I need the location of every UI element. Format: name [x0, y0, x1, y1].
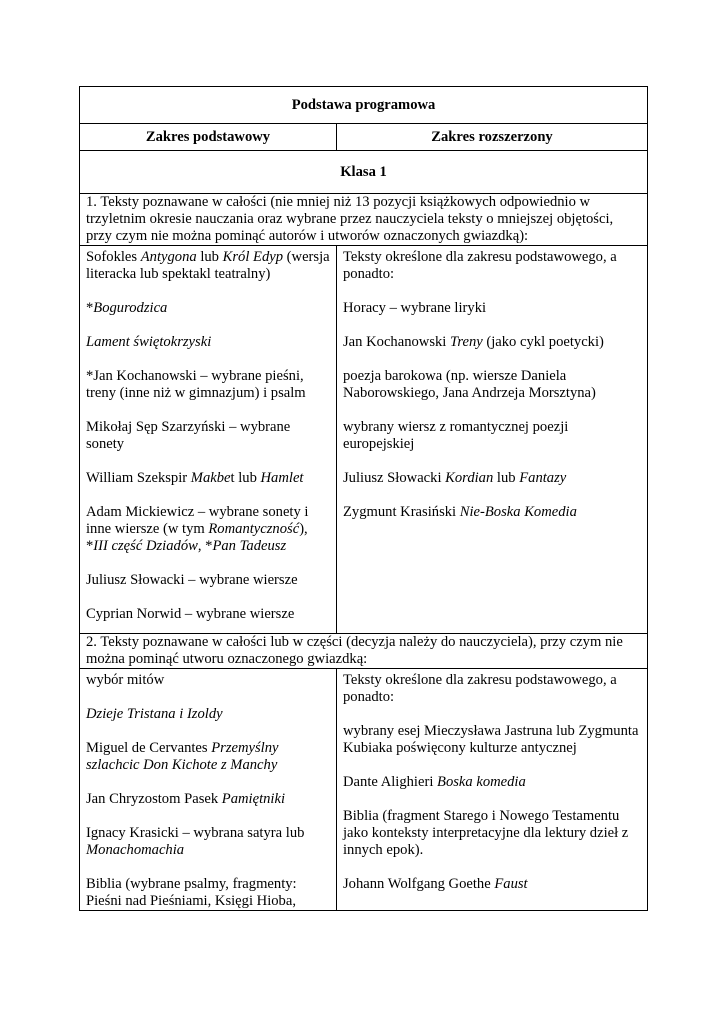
entry-text: lub [493, 470, 520, 486]
title-italic: Dzieje Tristana i Izoldy [86, 706, 223, 722]
list-entry [343, 672, 641, 706]
list-entry [343, 470, 641, 487]
section-1-basic-list [80, 246, 337, 634]
title-italic: Faust [494, 876, 528, 892]
entry-text: t lub [230, 470, 261, 486]
entry-text: Zygmunt Krasiński [343, 504, 460, 520]
entry-text: wybrany esej Mieczysława Jastruna lub Zygmunta Kubiaka poświęcony kulturze antycznej [343, 723, 639, 756]
list-entry [86, 740, 330, 774]
entry-text: Ignacy Krasicki – wybrana satyra lub [86, 825, 305, 841]
entry-text: Miguel de Cervantes [86, 740, 212, 756]
list-entry [343, 249, 641, 283]
entry-text: Teksty określone dla zakresu podstawowego, a ponadto: [343, 249, 617, 282]
entry-text: *Jan Kochanowski – wybrane pieśni, treny (inne niż w gimnazjum) i psalm [86, 368, 306, 401]
entry-text: Adam Mickiewicz – wybrane sonety i inne wiersze (w tym [86, 504, 309, 537]
entry-text: lub [196, 249, 223, 265]
list-entry [86, 504, 330, 555]
entry-text: ), * [86, 521, 308, 554]
entry-text: Teksty określone dla zakresu podstawowego, a ponadto: [343, 672, 617, 705]
entry-text: Jan Chryzostom Pasek [86, 791, 222, 807]
entry-text: , * [197, 538, 213, 554]
entry-text: Jan Kochanowski [343, 334, 451, 350]
title-italic: Hamlet [260, 470, 304, 486]
title-italic: Pamiętniki [221, 791, 286, 807]
title-italic: Treny [450, 334, 483, 350]
title-italic: Antygona [140, 249, 197, 265]
title-italic: Monachomachia [86, 842, 185, 858]
list-entry [343, 419, 641, 453]
list-entry [343, 300, 641, 317]
list-entry [86, 876, 330, 910]
title-italic: Lament świętokrzyski [86, 334, 212, 350]
title-italic: Fantazy [519, 470, 567, 486]
section-2-basic-list [80, 669, 337, 911]
class-heading: Klasa 1 [80, 151, 648, 194]
title-italic: Bogurodzica [93, 300, 168, 316]
section-2-extended-list [337, 669, 648, 911]
entry-text: wybór mitów [86, 672, 165, 688]
title-italic: Pan Tadeusz [212, 538, 287, 554]
title-italic: Boska komedia [437, 774, 526, 790]
title-italic: Romantyczność [208, 521, 300, 537]
curriculum-table [79, 86, 648, 911]
entry-text: Horacy – wybrane liryki [343, 300, 487, 316]
section-1-intro: 1. Teksty poznawane w całości (nie mniej niż 13 pozycji książkowych odpowiednio w trzyletnim okresie nauczania oraz wybrane przez nauczyciela teksty o mniejszej objętości, przy czym nie można pominąć autorów i utworów oznaczonych gwiazdką): [80, 194, 648, 246]
entry-text: Biblia (wybrane psalmy, fragmenty: Pieśni nad Pieśniami, Księgi Hioba, [86, 876, 297, 909]
list-entry [343, 723, 641, 757]
list-entry [86, 572, 330, 589]
title-italic: Makbe [190, 470, 231, 486]
list-entry [343, 774, 641, 791]
entry-text: Dante Alighieri [343, 774, 438, 790]
entry-text: Sofokles [86, 249, 141, 265]
list-entry [343, 368, 641, 402]
entry-text: Johann Wolfgang Goethe [343, 876, 495, 892]
entry-text: * [86, 300, 94, 316]
title-italic: III część Dziadów [93, 538, 198, 554]
list-entry [343, 808, 641, 859]
entry-text: wybrany wiersz z romantycznej poezji europejskiej [343, 419, 569, 452]
list-entry [86, 419, 330, 453]
list-entry [343, 504, 641, 521]
list-entry [86, 334, 330, 351]
entry-text: Mikołaj Sęp Szarzyński – wybrane sonety [86, 419, 291, 452]
list-entry [343, 334, 641, 351]
list-entry [86, 368, 330, 402]
list-entry [86, 470, 330, 487]
column-header-extended: Zakres rozszerzony [337, 124, 648, 151]
title-italic: Nie-Boska Komedia [459, 504, 577, 520]
entry-text: William Szekspir [86, 470, 191, 486]
entry-text: (wersja literacka lub spektakl teatralny) [86, 249, 330, 282]
section-2-intro: 2. Teksty poznawane w całości lub w części (decyzja należy do nauczyciela), przy czym nie można pominąć utworu oznaczonego gwiazdką: [80, 634, 648, 669]
list-entry [86, 825, 330, 859]
list-entry [86, 249, 330, 283]
entry-text: Juliusz Słowacki [343, 470, 446, 486]
title-italic: Król Edyp [222, 249, 284, 265]
list-entry [86, 300, 330, 317]
list-entry [86, 706, 330, 723]
list-entry [86, 672, 330, 689]
title-italic: Przemyślny szlachcic Don Kichote z Manchy [86, 740, 279, 773]
entry-text: Biblia (fragment Starego i Nowego Testamentu jako konteksty interpretacyjne dla lektury dzieł z innych epok). [343, 808, 629, 858]
list-entry [86, 791, 330, 808]
column-header-basic: Zakres podstawowy [80, 124, 337, 151]
section-1-extended-list [337, 246, 648, 634]
entry-text: Juliusz Słowacki – wybrane wiersze [86, 572, 298, 588]
table-title: Podstawa programowa [80, 87, 648, 124]
list-entry [343, 876, 641, 893]
entry-text: poezja barokowa (np. wiersze Daniela Naborowskiego, Jana Andrzeja Morsztyna) [343, 368, 596, 401]
list-entry [86, 606, 330, 623]
entry-text: Cyprian Norwid – wybrane wiersze [86, 606, 295, 622]
title-italic: Kordian [445, 470, 494, 486]
entry-text: (jako cykl poetycki) [482, 334, 604, 350]
